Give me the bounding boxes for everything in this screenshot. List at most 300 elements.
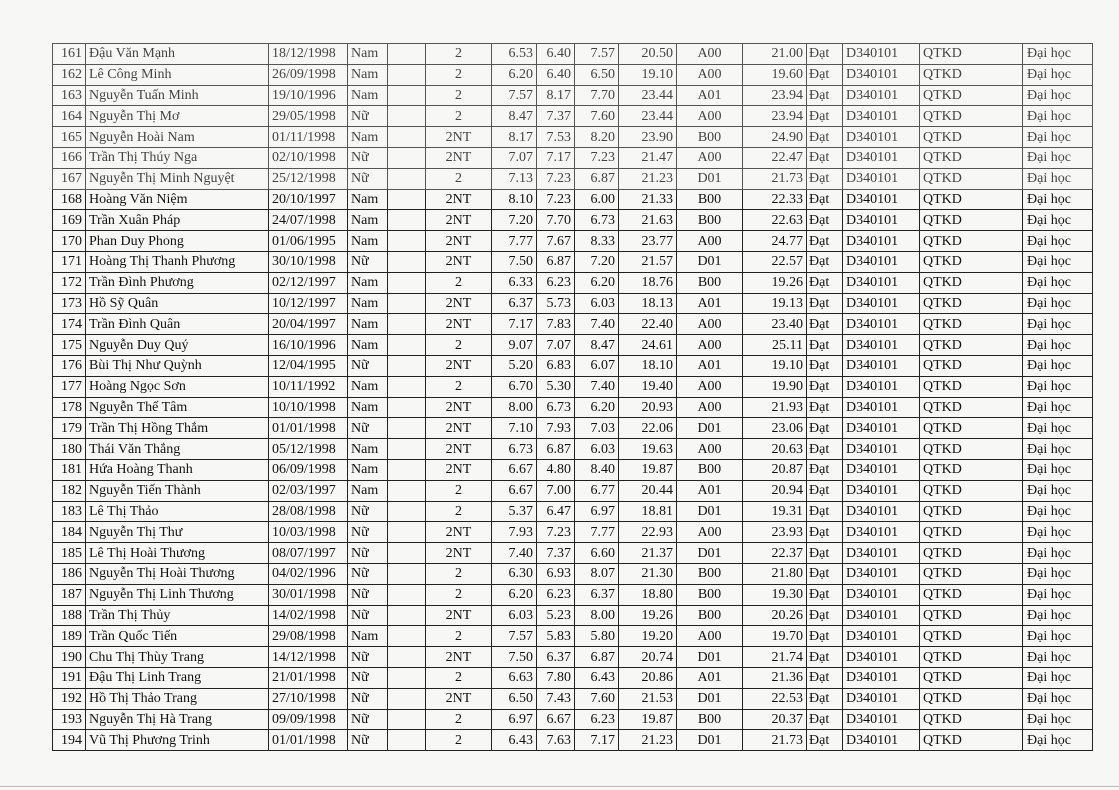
score-subject-1: 7.07 (492, 147, 537, 168)
row-number: 192 (53, 688, 86, 709)
result: Đạt (807, 189, 843, 210)
education-level: Đại học (1023, 605, 1093, 626)
result: Đạt (807, 647, 843, 668)
score-subject-2: 6.87 (537, 439, 575, 460)
total-score: 21.37 (619, 543, 677, 564)
score-subject-1: 7.57 (492, 626, 537, 647)
date-of-birth: 20/04/1997 (269, 314, 348, 335)
education-level: Đại học (1023, 251, 1093, 272)
result: Đạt (807, 251, 843, 272)
table-row (53, 543, 1093, 564)
gender: Nam (348, 85, 388, 106)
education-level: Đại học (1023, 355, 1093, 376)
row-number: 164 (53, 106, 86, 127)
major-code: D340101 (843, 189, 920, 210)
gender: Nam (348, 272, 388, 293)
subject-block: A01 (677, 355, 743, 376)
full-name: Nguyễn Tiến Thành (86, 480, 269, 501)
table-row (53, 563, 1093, 584)
full-name: Trần Xuân Pháp (86, 210, 269, 231)
result: Đạt (807, 210, 843, 231)
major-name: QTKD (920, 480, 1023, 501)
final-score: 19.13 (743, 293, 807, 314)
major-code: D340101 (843, 418, 920, 439)
row-number: 174 (53, 314, 86, 335)
gender: Nam (348, 210, 388, 231)
gender: Nam (348, 439, 388, 460)
gender: Nữ (348, 563, 388, 584)
major-name: QTKD (920, 355, 1023, 376)
table-row (53, 522, 1093, 543)
score-subject-1: 6.63 (492, 667, 537, 688)
total-score: 21.30 (619, 563, 677, 584)
row-number: 189 (53, 626, 86, 647)
gender: Nữ (348, 106, 388, 127)
full-name: Thái Văn Thắng (86, 439, 269, 460)
table-row (53, 584, 1093, 605)
gender: Nam (348, 293, 388, 314)
row-number: 186 (53, 563, 86, 584)
subject-block: B00 (677, 272, 743, 293)
major-code: D340101 (843, 584, 920, 605)
major-name: QTKD (920, 168, 1023, 189)
blank-cell (388, 418, 426, 439)
score-subject-3: 7.20 (575, 251, 619, 272)
subject-block: A00 (677, 64, 743, 85)
total-score: 19.20 (619, 626, 677, 647)
education-level: Đại học (1023, 647, 1093, 668)
full-name: Phan Duy Phong (86, 231, 269, 252)
blank-cell (388, 376, 426, 397)
major-code: D340101 (843, 106, 920, 127)
blank-cell (388, 44, 426, 65)
subject-block: A00 (677, 335, 743, 356)
education-level: Đại học (1023, 272, 1093, 293)
full-name: Vũ Thị Phương Trinh (86, 730, 269, 751)
full-name: Trần Thị Thúy Nga (86, 147, 269, 168)
date-of-birth: 10/12/1997 (269, 293, 348, 314)
date-of-birth: 01/01/1998 (269, 418, 348, 439)
date-of-birth: 10/10/1998 (269, 397, 348, 418)
subject-block: A01 (677, 667, 743, 688)
gender: Nữ (348, 730, 388, 751)
score-subject-3: 8.33 (575, 231, 619, 252)
major-code: D340101 (843, 168, 920, 189)
table-row (53, 605, 1093, 626)
full-name: Trần Quốc Tiến (86, 626, 269, 647)
row-number: 194 (53, 730, 86, 751)
score-subject-2: 6.73 (537, 397, 575, 418)
priority-area: 2 (426, 626, 492, 647)
gender: Nữ (348, 251, 388, 272)
major-name: QTKD (920, 272, 1023, 293)
full-name: Nguyễn Thị Thư (86, 522, 269, 543)
score-subject-3: 7.03 (575, 418, 619, 439)
score-subject-1: 6.03 (492, 605, 537, 626)
row-number: 166 (53, 147, 86, 168)
score-subject-2: 7.63 (537, 730, 575, 751)
table-row (53, 210, 1093, 231)
score-subject-3: 7.60 (575, 688, 619, 709)
result: Đạt (807, 605, 843, 626)
major-name: QTKD (920, 501, 1023, 522)
result: Đạt (807, 314, 843, 335)
score-subject-2: 6.67 (537, 709, 575, 730)
total-score: 23.90 (619, 127, 677, 148)
score-subject-2: 7.80 (537, 667, 575, 688)
full-name: Lê Công Minh (86, 64, 269, 85)
result: Đạt (807, 480, 843, 501)
major-code: D340101 (843, 127, 920, 148)
major-name: QTKD (920, 189, 1023, 210)
score-subject-2: 7.43 (537, 688, 575, 709)
subject-block: D01 (677, 168, 743, 189)
score-subject-2: 6.83 (537, 355, 575, 376)
priority-area: 2NT (426, 127, 492, 148)
blank-cell (388, 397, 426, 418)
score-subject-2: 6.47 (537, 501, 575, 522)
score-subject-1: 7.50 (492, 251, 537, 272)
gender: Nam (348, 376, 388, 397)
date-of-birth: 02/12/1997 (269, 272, 348, 293)
score-subject-1: 7.77 (492, 231, 537, 252)
major-name: QTKD (920, 314, 1023, 335)
row-number: 175 (53, 335, 86, 356)
table-row (53, 335, 1093, 356)
blank-cell (388, 355, 426, 376)
score-subject-2: 7.07 (537, 335, 575, 356)
priority-area: 2NT (426, 189, 492, 210)
score-subject-1: 7.10 (492, 418, 537, 439)
subject-block: D01 (677, 543, 743, 564)
subject-block: D01 (677, 688, 743, 709)
total-score: 19.87 (619, 459, 677, 480)
major-name: QTKD (920, 44, 1023, 65)
major-name: QTKD (920, 439, 1023, 460)
final-score: 21.00 (743, 44, 807, 65)
subject-block: A00 (677, 231, 743, 252)
blank-cell (388, 293, 426, 314)
score-subject-2: 4.80 (537, 459, 575, 480)
score-subject-3: 6.73 (575, 210, 619, 231)
score-subject-2: 6.93 (537, 563, 575, 584)
result: Đạt (807, 106, 843, 127)
score-subject-1: 7.13 (492, 168, 537, 189)
gender: Nữ (348, 522, 388, 543)
score-subject-1: 7.93 (492, 522, 537, 543)
date-of-birth: 29/05/1998 (269, 106, 348, 127)
date-of-birth: 30/01/1998 (269, 584, 348, 605)
major-name: QTKD (920, 293, 1023, 314)
final-score: 19.90 (743, 376, 807, 397)
major-name: QTKD (920, 605, 1023, 626)
education-level: Đại học (1023, 418, 1093, 439)
major-code: D340101 (843, 85, 920, 106)
date-of-birth: 20/10/1997 (269, 189, 348, 210)
score-subject-2: 7.23 (537, 522, 575, 543)
education-level: Đại học (1023, 64, 1093, 85)
blank-cell (388, 335, 426, 356)
score-subject-2: 6.23 (537, 584, 575, 605)
blank-cell (388, 626, 426, 647)
education-level: Đại học (1023, 439, 1093, 460)
row-number: 187 (53, 584, 86, 605)
final-score: 20.94 (743, 480, 807, 501)
table-row (53, 418, 1093, 439)
row-number: 169 (53, 210, 86, 231)
priority-area: 2 (426, 480, 492, 501)
date-of-birth: 02/03/1997 (269, 480, 348, 501)
total-score: 23.44 (619, 106, 677, 127)
priority-area: 2 (426, 44, 492, 65)
major-code: D340101 (843, 459, 920, 480)
subject-block: D01 (677, 647, 743, 668)
major-code: D340101 (843, 355, 920, 376)
score-subject-3: 7.17 (575, 730, 619, 751)
full-name: Nguyễn Tuấn Minh (86, 85, 269, 106)
blank-cell (388, 584, 426, 605)
education-level: Đại học (1023, 314, 1093, 335)
full-name: Nguyễn Thị Linh Thương (86, 584, 269, 605)
row-number: 173 (53, 293, 86, 314)
final-score: 19.60 (743, 64, 807, 85)
priority-area: 2 (426, 730, 492, 751)
subject-block: A00 (677, 522, 743, 543)
major-code: D340101 (843, 563, 920, 584)
blank-cell (388, 210, 426, 231)
major-name: QTKD (920, 667, 1023, 688)
score-subject-1: 6.37 (492, 293, 537, 314)
score-subject-2: 7.37 (537, 106, 575, 127)
final-score: 21.73 (743, 730, 807, 751)
blank-cell (388, 647, 426, 668)
education-level: Đại học (1023, 584, 1093, 605)
full-name: Hoàng Ngọc Sơn (86, 376, 269, 397)
gender: Nam (348, 314, 388, 335)
result: Đạt (807, 459, 843, 480)
education-level: Đại học (1023, 730, 1093, 751)
education-level: Đại học (1023, 231, 1093, 252)
priority-area: 2NT (426, 355, 492, 376)
subject-block: B00 (677, 584, 743, 605)
row-number: 179 (53, 418, 86, 439)
row-number: 182 (53, 480, 86, 501)
subject-block: A00 (677, 397, 743, 418)
result: Đạt (807, 626, 843, 647)
gender: Nam (348, 64, 388, 85)
education-level: Đại học (1023, 397, 1093, 418)
blank-cell (388, 314, 426, 335)
major-code: D340101 (843, 293, 920, 314)
total-score: 21.23 (619, 730, 677, 751)
full-name: Trần Thị Hồng Thắm (86, 418, 269, 439)
priority-area: 2 (426, 168, 492, 189)
major-code: D340101 (843, 626, 920, 647)
major-code: D340101 (843, 667, 920, 688)
row-number: 193 (53, 709, 86, 730)
score-subject-3: 6.87 (575, 168, 619, 189)
total-score: 21.33 (619, 189, 677, 210)
major-code: D340101 (843, 314, 920, 335)
result: Đạt (807, 64, 843, 85)
table-row (53, 730, 1093, 751)
result: Đạt (807, 730, 843, 751)
major-name: QTKD (920, 709, 1023, 730)
education-level: Đại học (1023, 563, 1093, 584)
result: Đạt (807, 522, 843, 543)
blank-cell (388, 709, 426, 730)
major-name: QTKD (920, 459, 1023, 480)
full-name: Chu Thị Thùy Trang (86, 647, 269, 668)
subject-block: D01 (677, 418, 743, 439)
major-code: D340101 (843, 397, 920, 418)
priority-area: 2NT (426, 459, 492, 480)
subject-block: A00 (677, 626, 743, 647)
date-of-birth: 01/06/1995 (269, 231, 348, 252)
row-number: 162 (53, 64, 86, 85)
table-row (53, 667, 1093, 688)
subject-block: A00 (677, 314, 743, 335)
total-score: 19.40 (619, 376, 677, 397)
major-name: QTKD (920, 210, 1023, 231)
priority-area: 2NT (426, 647, 492, 668)
gender: Nữ (348, 355, 388, 376)
row-number: 168 (53, 189, 86, 210)
score-subject-1: 8.10 (492, 189, 537, 210)
major-name: QTKD (920, 127, 1023, 148)
total-score: 24.61 (619, 335, 677, 356)
row-number: 190 (53, 647, 86, 668)
score-subject-3: 5.80 (575, 626, 619, 647)
date-of-birth: 19/10/1996 (269, 85, 348, 106)
date-of-birth: 05/12/1998 (269, 439, 348, 460)
final-score: 24.90 (743, 127, 807, 148)
score-subject-1: 6.73 (492, 439, 537, 460)
priority-area: 2 (426, 376, 492, 397)
gender: Nữ (348, 647, 388, 668)
total-score: 19.10 (619, 64, 677, 85)
education-level: Đại học (1023, 127, 1093, 148)
score-subject-2: 6.40 (537, 44, 575, 65)
final-score: 21.80 (743, 563, 807, 584)
score-subject-2: 7.37 (537, 543, 575, 564)
subject-block: B00 (677, 189, 743, 210)
total-score: 19.26 (619, 605, 677, 626)
blank-cell (388, 147, 426, 168)
final-score: 21.73 (743, 168, 807, 189)
subject-block: D01 (677, 501, 743, 522)
subject-block: A01 (677, 85, 743, 106)
score-subject-3: 7.70 (575, 85, 619, 106)
subject-block: A00 (677, 106, 743, 127)
priority-area: 2NT (426, 439, 492, 460)
total-score: 21.63 (619, 210, 677, 231)
score-subject-3: 6.37 (575, 584, 619, 605)
result: Đạt (807, 376, 843, 397)
date-of-birth: 01/01/1998 (269, 730, 348, 751)
subject-block: B00 (677, 459, 743, 480)
gender: Nữ (348, 501, 388, 522)
blank-cell (388, 231, 426, 252)
full-name: Lê Thị Thảo (86, 501, 269, 522)
row-number: 181 (53, 459, 86, 480)
full-name: Trần Đình Phương (86, 272, 269, 293)
final-score: 23.93 (743, 522, 807, 543)
major-name: QTKD (920, 522, 1023, 543)
table-row (53, 647, 1093, 668)
gender: Nam (348, 44, 388, 65)
score-subject-1: 8.00 (492, 397, 537, 418)
blank-cell (388, 688, 426, 709)
date-of-birth: 02/10/1998 (269, 147, 348, 168)
total-score: 18.76 (619, 272, 677, 293)
row-number: 188 (53, 605, 86, 626)
priority-area: 2 (426, 563, 492, 584)
final-score: 20.26 (743, 605, 807, 626)
priority-area: 2NT (426, 605, 492, 626)
major-name: QTKD (920, 147, 1023, 168)
result: Đạt (807, 667, 843, 688)
major-code: D340101 (843, 730, 920, 751)
full-name: Hồ Sỹ Quân (86, 293, 269, 314)
gender: Nam (348, 459, 388, 480)
final-score: 23.06 (743, 418, 807, 439)
row-number: 183 (53, 501, 86, 522)
score-subject-3: 8.07 (575, 563, 619, 584)
subject-block: A01 (677, 480, 743, 501)
result: Đạt (807, 85, 843, 106)
table-row (53, 251, 1093, 272)
score-subject-3: 6.20 (575, 397, 619, 418)
full-name: Trần Đình Quân (86, 314, 269, 335)
final-score: 22.57 (743, 251, 807, 272)
score-subject-1: 7.17 (492, 314, 537, 335)
final-score: 22.47 (743, 147, 807, 168)
blank-cell (388, 272, 426, 293)
major-name: QTKD (920, 418, 1023, 439)
education-level: Đại học (1023, 335, 1093, 356)
score-subject-3: 6.00 (575, 189, 619, 210)
subject-block: A01 (677, 293, 743, 314)
result: Đạt (807, 272, 843, 293)
major-code: D340101 (843, 605, 920, 626)
major-code: D340101 (843, 251, 920, 272)
date-of-birth: 26/09/1998 (269, 64, 348, 85)
date-of-birth: 10/03/1998 (269, 522, 348, 543)
full-name: Hoàng Văn Niệm (86, 189, 269, 210)
result: Đạt (807, 168, 843, 189)
final-score: 19.10 (743, 355, 807, 376)
subject-block: A00 (677, 376, 743, 397)
blank-cell (388, 64, 426, 85)
subject-block: B00 (677, 127, 743, 148)
major-code: D340101 (843, 376, 920, 397)
table-row (53, 480, 1093, 501)
subject-block: D01 (677, 251, 743, 272)
result: Đạt (807, 293, 843, 314)
priority-area: 2 (426, 667, 492, 688)
total-score: 18.80 (619, 584, 677, 605)
score-subject-1: 5.37 (492, 501, 537, 522)
full-name: Đậu Thị Linh Trang (86, 667, 269, 688)
score-subject-1: 6.20 (492, 64, 537, 85)
score-subject-3: 6.23 (575, 709, 619, 730)
score-subject-3: 6.07 (575, 355, 619, 376)
final-score: 20.87 (743, 459, 807, 480)
score-subject-2: 7.70 (537, 210, 575, 231)
major-name: QTKD (920, 251, 1023, 272)
date-of-birth: 09/09/1998 (269, 709, 348, 730)
